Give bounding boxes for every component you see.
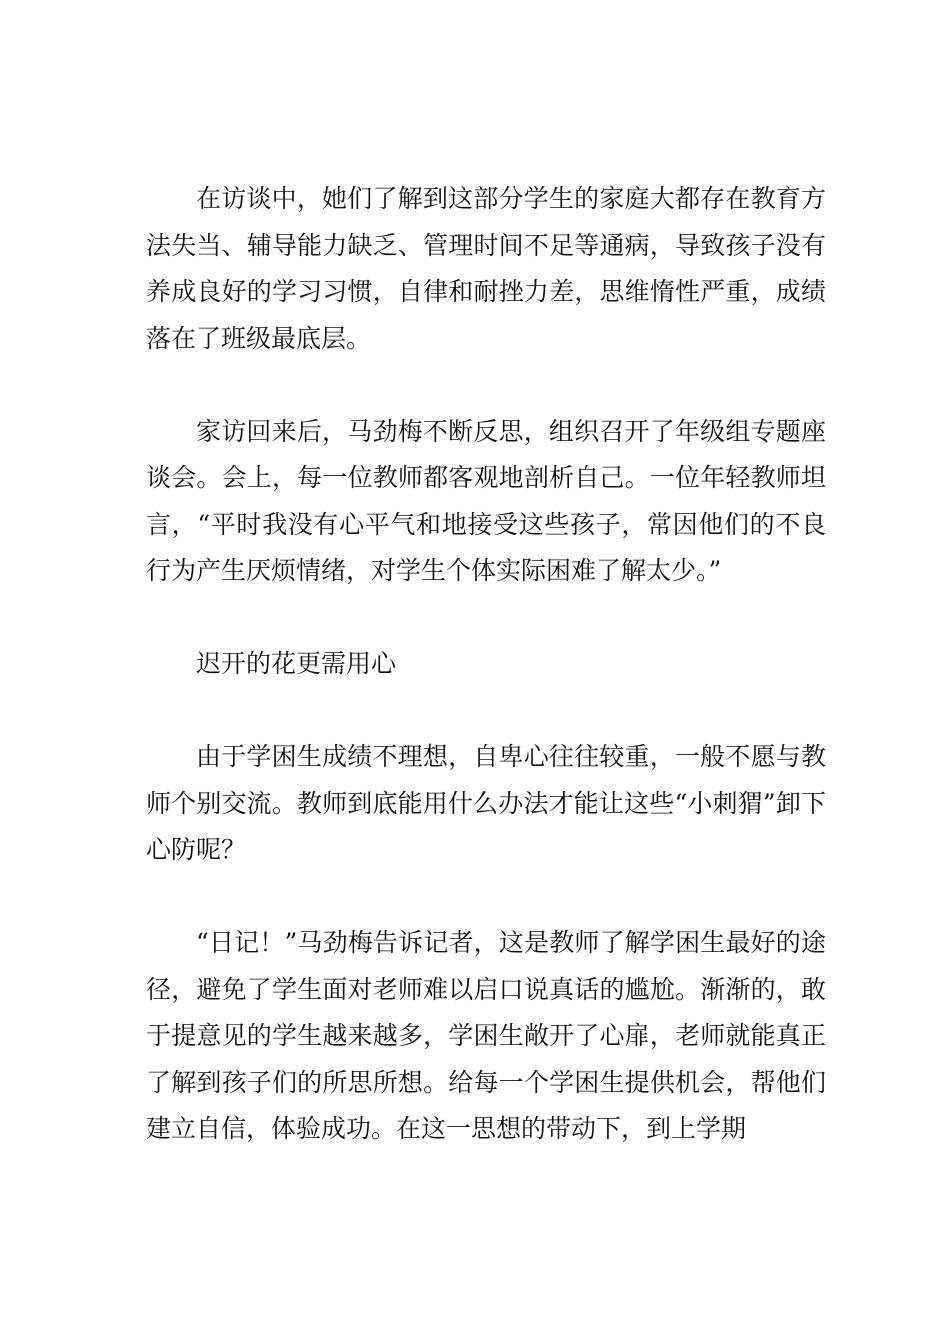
paragraph-gap — [146, 688, 826, 735]
paragraph-interview-findings: 在访谈中，她们了解到这部分学生的家庭大都存在教育方法失当、辅导能力缺乏、管理时间不足等通病，导致孩子没有养成良好的学习习惯，自律和耐挫力差，思维惰性严重，成绩落在了班级最底层。 — [146, 184, 826, 353]
paragraph-gap — [146, 874, 826, 921]
paragraph-diary-method: “日记！”马劲梅告诉记者，这是教师了解学困生最好的途径，避免了学生面对老师难以启口说真话的尴尬。渐渐的，敢于提意见的学生越来越多，学困生敞开了心扉，老师就能真正了解到孩子们的所思所想。给每一个学困生提供机会，帮他们建立自信，体验成功。在这一思想的带动下，到上学期 — [146, 928, 826, 1143]
paragraph-student-communication: 由于学困生成绩不理想，自卑心往往较重，一般不愿与教师个别交流。教师到底能用什么办法才能让这些“小刺猬”卸下心防呢？ — [146, 742, 826, 864]
article-body — [146, 176, 826, 1153]
paragraph-teacher-meeting: 家访回来后，马劲梅不断反思，组织召开了年级组专题座谈会。会上，每一位教师都客观地剖析自己。一位年轻教师坦言，“平时我没有心平气和地接受这些孩子，常因他们的不良行为产生厌烦情绪，对学生个体实际困难了解太少。” — [146, 416, 826, 585]
paragraph-gap — [146, 595, 826, 642]
paragraph-gap — [146, 362, 826, 409]
section-heading: 迟开的花更需用心 — [196, 649, 397, 678]
